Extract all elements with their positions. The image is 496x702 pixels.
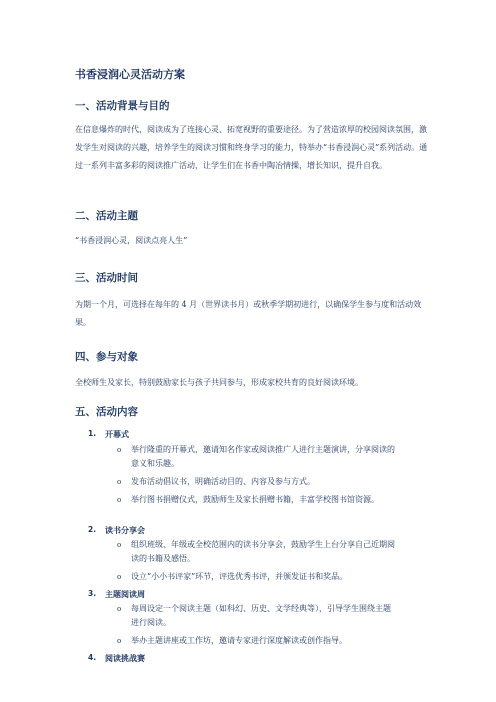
list-item-title: 主题阅读周: [105, 590, 145, 599]
list-item-text: 发布活动倡议书，明确活动目的、内容及参与方式。: [131, 477, 315, 486]
bullet-icon: o: [117, 496, 122, 504]
list-number: 3.: [88, 589, 97, 598]
section-heading-theme: 二、活动主题: [75, 210, 138, 222]
section-heading-time: 三、活动时间: [75, 272, 138, 284]
list-item-text: 每周设定一个阅读主题（如科幻、历史、文学经典等），引导学生围绕主题进行阅读。: [131, 604, 391, 627]
bullet-icon: o: [117, 478, 122, 486]
bullet-icon: o: [117, 605, 122, 613]
section-paragraph-background: 在信息爆炸的时代，阅读成为了连接心灵、拓宽视野的重要途径。为了营造浓厚的校园阅读氛围，激发学生对阅读的兴趣，培养学生的阅读习惯和终身学习的能力，特举办“书香浸润心灵”系列活动。通过一系列丰富多彩的阅读推广活动，让学生们在书香中陶冶情操，增长知识，提升自我。: [75, 125, 428, 170]
document-title: 书香浸润心灵活动方案: [75, 68, 185, 81]
list-number: 2.: [88, 525, 97, 534]
bullet-icon: o: [117, 541, 122, 549]
list-number: 4.: [88, 653, 97, 662]
list-item-title: 读书分享会: [105, 526, 145, 535]
list-item-text: 举行隆重的开幕式，邀请知名作家或阅读推广人进行主题演讲，分享阅读的意义和乐趣。: [131, 445, 395, 468]
bullet-icon: o: [117, 573, 122, 581]
list-item-text: 举行图书捐赠仪式，鼓励师生及家长捐赠书籍，丰富学校图书馆资源。: [131, 495, 379, 504]
section-heading-participants: 四、参与对象: [75, 351, 138, 363]
bullet-icon: o: [117, 446, 122, 454]
section-heading-content: 五、活动内容: [75, 406, 138, 418]
list-item-text: 举办主题讲座或工作坊，邀请专家进行深度解读或创作指导。: [131, 636, 347, 645]
list-item-title: 开幕式: [105, 430, 129, 439]
list-item-title: 阅读挑战赛: [105, 654, 145, 663]
list-item-text: 设立“小小书评家”环节，评选优秀书评，并颁发证书和奖品。: [131, 572, 348, 581]
section-paragraph-participants: 全校师生及家长，特别鼓励家长与孩子共同参与，形成家校共育的良好阅读环境。: [75, 378, 363, 387]
list-number: 1.: [88, 429, 97, 438]
section-heading-background: 一、活动背景与目的: [75, 100, 170, 112]
section-paragraph-time: 为期一个月，可选择在每年的 4 月（世界读书月）或秋季学期初进行，以确保学生参与度和活动效果。: [75, 300, 422, 327]
list-item-text: 组织班级、年级或全校范围内的读书分享会，鼓励学生上台分享自己近期阅读的书籍及感悟。: [131, 540, 395, 563]
bullet-icon: o: [117, 637, 122, 645]
section-paragraph-theme: “书香浸润心灵，阅读点亮人生”: [75, 236, 188, 245]
